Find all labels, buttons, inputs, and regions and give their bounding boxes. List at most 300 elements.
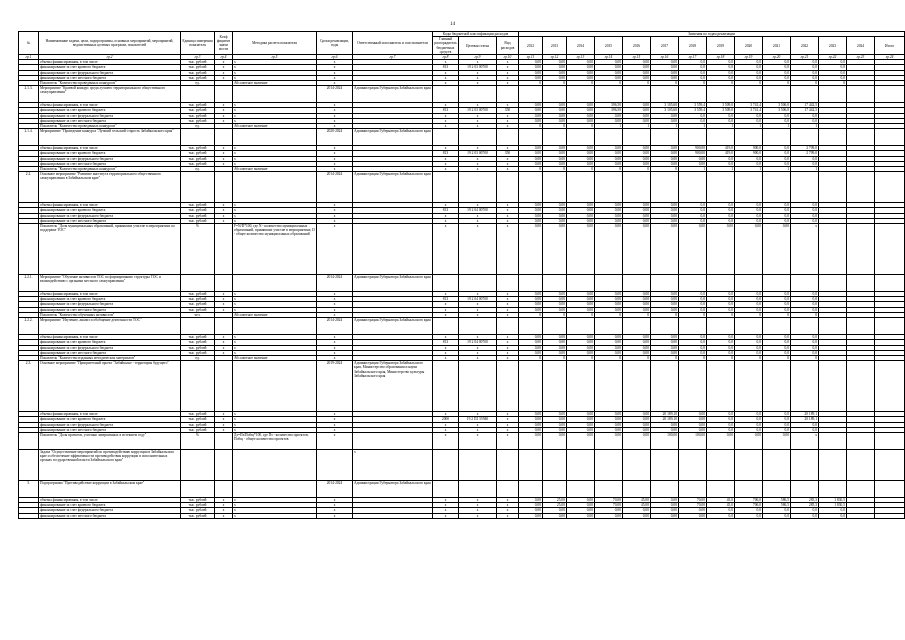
table-cell: 0,00 [651,335,679,340]
table-cell [735,318,763,335]
table-cell: 0,0 [679,350,707,355]
table-cell: х [497,297,519,302]
table-cell: х [317,312,353,317]
table-cell: 0,00 [623,224,651,275]
table-cell [707,318,735,335]
table-cell [847,513,875,518]
table-cell: 45,00 [623,497,651,502]
table-cell [433,172,459,203]
table-cell [651,275,679,292]
table-cell: х [317,508,353,513]
table-cell: 0,0 [679,335,707,340]
table-cell [623,449,651,480]
table-cell: х [497,203,519,208]
table-cell [763,449,791,480]
table-cell: х [497,422,519,427]
table-cell: 0,00 [623,292,651,297]
table-cell: 0,00 [651,75,679,80]
table-cell: финансирование за счет федерального бюджета [39,213,181,218]
table-cell: 0,0 [707,345,735,350]
table-cell: 0,00 [543,345,567,350]
program-table [18,31,905,519]
table-cell: 0,0 [707,307,735,312]
table-cell: тыс. рублей [181,427,215,432]
table-cell: 706,0 [735,497,763,502]
table-cell: 0,00 [623,297,651,302]
table-cell: 0,00 [567,108,595,113]
table-cell: 0,00 [623,422,651,427]
table-cell: 350 [497,108,519,113]
table-cell: 0 [567,355,595,360]
table-cell: 0,00 [519,503,543,508]
table-cell: 0,00 [595,75,623,80]
table-cell: 0 [595,167,623,172]
table-cell: 0,0 [707,161,735,166]
table-cell [595,318,623,335]
table-cell: 0,0 [763,118,791,123]
table-cell: 0 [519,312,543,317]
table-cell: х [233,103,317,108]
table-cell: 20 189,10 [651,412,679,417]
table-cell: тыс. рублей [181,417,215,422]
table-cell: х [233,417,317,422]
table-cell: 0,00 [567,70,595,75]
table-cell: 0,00 [519,292,543,297]
column-number: гр.23 [847,55,875,60]
table-cell [763,318,791,335]
header-year: 2022 [791,37,819,55]
table-cell: 0 [567,81,595,86]
table-cell: Администрация Губернатора Забайкальского края, Министерство образования и науки Забайкальского края, Министерство культуры Забайкальского края [353,361,433,412]
table-cell [433,318,459,335]
table-cell: 0,00 [623,113,651,118]
table-cell: х [433,118,459,123]
table-cell [595,275,623,292]
table-cell: х [215,302,233,307]
table-cell: 0,00 [763,224,791,275]
table-cell [233,318,317,335]
table-cell: 0,0 [819,60,847,65]
table-cell: х [459,412,497,417]
table-cell: 0,00 [567,156,595,161]
table-cell: 0,00 [543,103,567,108]
table-cell: 0,0 [679,345,707,350]
table-cell: 0,00 [567,65,595,70]
table-cell: 0,00 [623,335,651,340]
table-cell: 0,0 [707,427,735,432]
table-cell: Показатель "Количество проведенных конкурсов" [39,81,181,86]
table-cell: финансирование за счет федерального бюджета [39,156,181,161]
table-cell: 0,0 [735,65,763,70]
table-cell [233,361,317,412]
table-cell: тыс. рублей [181,508,215,513]
table-cell: х [233,70,317,75]
table-cell [735,129,763,146]
table-cell [875,513,905,518]
table-cell: х [459,60,497,65]
table-cell: тыс. рублей [181,203,215,208]
program-table-sheet [18,31,895,519]
table-cell [497,275,519,292]
table-cell: х [215,203,233,208]
table-cell: 0,0 [763,65,791,70]
table-cell: 0 [567,312,595,317]
table-cell: финансирование за счет краевого бюджета [39,340,181,345]
header-period: Сроки реализации, годы [317,32,353,55]
table-cell [233,86,317,103]
table-cell [847,129,875,146]
table-cell: 0,0 [735,118,763,123]
table-cell: объемы финансирования, в том числе [39,292,181,297]
table-cell: Показатель "Количество изданных методических материалов" [39,355,181,360]
table-cell: х [317,161,353,166]
table-cell: 0,00 [543,118,567,123]
table-cell [497,361,519,412]
table-cell: Администрация Губернатора Забайкальского края [353,86,433,103]
table-cell: тыс. рублей [181,60,215,65]
header-budget-codes: Коды бюджетной классификации расходов [433,32,519,37]
table-cell: тыс. рублей [181,345,215,350]
table-cell [875,172,905,203]
table-cell [215,449,233,480]
table-cell: 0,0 [791,340,819,345]
table-cell [233,129,317,146]
table-cell: финансирование за счет краевого бюджета [39,65,181,70]
table-cell: 45,00 [623,503,651,508]
table-cell: х [317,70,353,75]
table-row [19,86,905,103]
table-cell: х [497,312,519,317]
table-cell [707,361,735,412]
table-cell: 0,00 [651,70,679,75]
table-cell: 0,0 [763,70,791,75]
table-cell: 0,0 [679,297,707,302]
table-cell: 0,00 [651,427,679,432]
table-cell: 0,00 [623,218,651,223]
table-cell: 2 709,0 [791,151,819,156]
table-cell [215,172,233,203]
table-cell: 0,00 [519,417,543,422]
table-cell [707,449,735,480]
table-cell: 19 2 04 00700 [459,340,497,345]
table-cell: Основное мероприятие "Развитие института территориального общественного самоуправления в Забайкальском крае" [39,172,181,203]
table-cell [595,480,623,497]
table-cell: 0,0 [707,335,735,340]
table-cell: х [215,350,233,355]
table-cell: 0,00 [651,350,679,355]
table-cell: 0,00 [651,497,679,502]
table-cell: 0,00 [623,345,651,350]
table-cell: 0,0 [679,307,707,312]
table-cell: х [215,118,233,123]
table-cell: 0,00 [623,151,651,156]
table-cell: х [433,103,459,108]
table-cell: 0,00 [679,417,707,422]
table-cell: Мероприятие "Обучение активистов ТОС по формированию структуры ТОС и взаимодействию с органами местного самоуправления" [39,275,181,292]
table-cell: 0,00 [519,213,543,218]
table-cell: х [433,513,459,518]
table-cell: х [459,218,497,223]
table-cell: 0,00 [519,118,543,123]
table-cell: 0,00 [595,224,623,275]
table-cell: х [215,513,233,518]
table-cell [543,361,567,412]
table-cell: 0 [791,312,819,317]
table-cell: х [317,503,353,508]
table-cell [19,513,39,518]
table-cell [519,275,543,292]
table-cell: 0,00 [543,213,567,218]
table-cell: х [497,113,519,118]
table-cell: х [317,340,353,345]
table-cell: х [497,124,519,129]
table-cell: Абсолютное значение [233,124,317,129]
table-cell: 0,00 [679,508,707,513]
table-cell: х [317,412,353,417]
table-cell: х [433,302,459,307]
table-cell: х [215,213,233,218]
table-cell: х [433,203,459,208]
column-number: гр.10 [497,55,519,60]
table-cell: 0,00 [651,297,679,302]
table-cell: х [459,508,497,513]
table-cell: 900,00 [679,151,707,156]
table-cell: х [215,113,233,118]
table-cell [519,480,543,497]
table-cell [519,129,543,146]
table-cell: 419,0 [707,146,735,151]
table-cell: тыс. рублей [181,340,215,345]
table-cell: 0,00 [519,218,543,223]
table-cell: 586,5 [763,497,791,502]
table-cell: тыс. рублей [181,70,215,75]
table-cell: 0,0 [791,161,819,166]
table-cell: 0,00 [543,208,567,213]
table-cell: 17 442,5 [791,108,819,113]
table-cell: 900,0 [735,146,763,151]
table-cell: Абсолютное значение [233,81,317,86]
table-cell: х [791,224,819,275]
table-cell: х [433,312,459,317]
table-cell: х [433,70,459,75]
table-cell: 0,00 [623,307,651,312]
table-cell [791,172,819,203]
table-cell [735,172,763,203]
table-cell: х [459,513,497,518]
table-cell: х [317,146,353,151]
table-cell [595,86,623,103]
table-cell: х [233,335,317,340]
table-cell: 0,00 [651,118,679,123]
table-cell: 0,00 [567,203,595,208]
table-cell: х [497,412,519,417]
table-cell: 2019-2024 [317,361,353,412]
table-cell: 0 [763,81,791,86]
table-cell: 0,0 [735,417,763,422]
table-cell: 0,0 [791,60,819,65]
table-cell: 0,00 [543,297,567,302]
table-cell: х [233,508,317,513]
table-cell [19,449,39,480]
table-cell: финансирование за счет местного бюджета [39,307,181,312]
table-cell [679,480,707,497]
table-cell: 0,00 [679,412,707,417]
table-cell: х [233,340,317,345]
table-cell: х [497,208,519,213]
table-cell: 0,0 [679,70,707,75]
table-cell: 0,00 [595,60,623,65]
table-cell: 19 2 03 00700 [459,108,497,113]
table-cell [623,480,651,497]
table-cell [233,449,317,480]
table-cell: 0,00 [651,60,679,65]
table-cell [181,361,215,412]
table-cell: 813 [433,340,459,345]
table-cell [215,432,233,449]
column-number: гр.24 [875,55,905,60]
table-cell: 0 [623,167,651,172]
header-year: 2023 [819,37,847,55]
table-cell: 0,00 [651,156,679,161]
table-cell: х [215,75,233,80]
table-cell: 0,0 [679,65,707,70]
table-cell: 0,0 [763,208,791,213]
column-number: гр.20 [763,55,791,60]
table-cell: 3 509,0 [707,108,735,113]
table-cell: 0,0 [735,350,763,355]
table-cell [847,361,875,412]
table-cell [181,449,215,480]
table-cell: 0,00 [519,70,543,75]
table-cell: 2014-2024 [317,318,353,335]
table-cell: 0,00 [543,340,567,345]
table-cell: 0,00 [623,65,651,70]
table-cell: 0,00 [543,427,567,432]
table-cell: 0 [543,312,567,317]
table-cell: 0,00 [623,350,651,355]
table-cell: 0,0 [763,218,791,223]
table-cell: 0,0 [735,161,763,166]
table-cell [433,361,459,412]
table-cell [679,361,707,412]
table-cell [819,361,847,412]
table-cell: 0,00 [623,70,651,75]
table-cell: 0,0 [735,345,763,350]
table-cell: х [317,335,353,340]
table-cell: х [317,302,353,307]
column-number: гр.1 [19,55,39,60]
table-cell: х [459,497,497,502]
table-cell: х [215,422,233,427]
table-cell: 2.1.3. [19,86,39,103]
table-cell: 0,0 [735,427,763,432]
table-cell: х [233,503,317,508]
table-cell: 1 [651,124,679,129]
table-cell [791,275,819,292]
table-cell: 0,0 [707,208,735,213]
header-target-article: Целевая статья [459,37,497,55]
table-cell: 0,00 [519,513,543,518]
table-cell: х [317,108,353,113]
table-cell: 0 [567,167,595,172]
table-cell: х [215,297,233,302]
table-cell: 0,00 [623,161,651,166]
column-number: гр.14 [595,55,623,60]
table-cell: х [497,508,519,513]
table-cell: 0,00 [519,302,543,307]
table-cell [433,449,459,480]
table-cell: х [433,161,459,166]
table-cell: 0,00 [623,203,651,208]
table-cell: 1 [735,167,763,172]
table-cell: % [181,224,215,275]
column-number: гр.15 [623,55,651,60]
table-cell: х [459,292,497,297]
table-cell: х [233,218,317,223]
table-cell: 0,00 [519,508,543,513]
table-cell: 3 506,0 [763,103,791,108]
table-cell: 70,00 [595,503,623,508]
table-cell: тыс. рублей [181,307,215,312]
table-cell: 3 509,0 [707,103,735,108]
table-cell: 70,00 [679,497,707,502]
table-cell: Администрация Губернатора Забайкальского края [353,480,433,497]
table-cell: финансирование за счет краевого бюджета [39,108,181,113]
table-cell: 0,00 [651,292,679,297]
table-cell: Абсолютное значение [233,167,317,172]
table-cell [543,480,567,497]
table-cell: 0,0 [679,203,707,208]
table-row [19,480,905,497]
table-cell [459,361,497,412]
table-cell: 3 506,0 [763,108,791,113]
table-cell [353,224,433,275]
table-row [19,361,905,412]
table-cell: 0,0 [707,218,735,223]
table-cell: тыс. рублей [181,156,215,161]
table-cell: 0,0 [735,508,763,513]
table-cell: 2.2. [19,172,39,203]
table-cell: 0 [651,312,679,317]
table-cell: 0 [595,312,623,317]
table-cell: х [497,355,519,360]
table-cell [679,318,707,335]
table-cell: 0,0 [735,292,763,297]
table-cell: 0,0 [791,218,819,223]
table-cell: 0 [519,355,543,360]
table-cell: 1 [679,167,707,172]
table-cell: х [233,427,317,432]
table-cell: х [233,412,317,417]
table-cell: х [233,113,317,118]
table-cell: 0,0 [735,213,763,218]
table-cell: 0,0 [791,213,819,218]
table-cell: 0,00 [735,224,763,275]
table-cell [679,86,707,103]
table-cell: 20 189,10 [651,417,679,422]
table-cell: 0,00 [763,432,791,449]
table-cell: 813 [433,297,459,302]
table-cell: х [317,350,353,355]
table-cell: 3 105,60 [651,108,679,113]
table-cell [679,172,707,203]
table-cell [707,172,735,203]
header-total: Итого [875,37,905,55]
table-cell: 0,0 [707,513,735,518]
table-cell: х [317,224,353,275]
table-cell: 1 830,5 [819,497,847,502]
table-cell: 3 741,4 [735,108,763,113]
